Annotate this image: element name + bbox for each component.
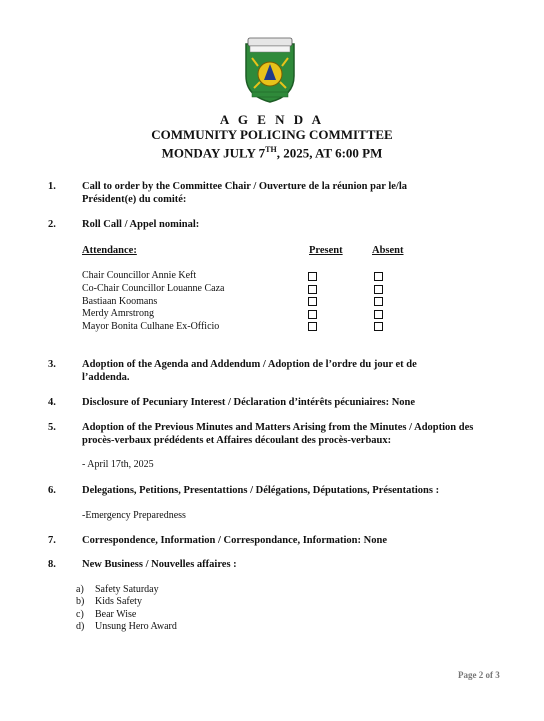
present-checkbox[interactable]: [308, 322, 317, 331]
item-roll-call: Roll Call / Appel nominal:: [82, 219, 200, 230]
item-number: 7.: [48, 535, 56, 546]
item-number: 6.: [48, 485, 56, 496]
list-item: Unsung Hero Award: [95, 621, 177, 632]
list-item: Kids Safety: [95, 596, 142, 607]
committee-name: COMMUNITY POLICING COMMITTEE: [151, 127, 393, 142]
item-number: 3.: [48, 359, 56, 370]
item-number: 8.: [48, 559, 56, 570]
item-number: 4.: [48, 397, 56, 408]
date-time: , 2025, AT 6:00 PM: [276, 145, 383, 161]
page-number: Page 2 of 3: [458, 670, 500, 680]
absent-checkbox[interactable]: [374, 297, 383, 306]
item-number: 5.: [48, 422, 56, 433]
item-number: 1.: [48, 181, 56, 192]
item-adoption-agenda: Adoption of the Agenda and Addendum / Adoption de l’ordre du jour et de l’addenda.: [82, 359, 417, 383]
list-marker: d): [76, 621, 85, 632]
attendance-heading: Attendance:: [82, 245, 137, 256]
absent-checkbox[interactable]: [374, 285, 383, 294]
absent-heading: Absent: [372, 245, 404, 256]
minutes-date: - April 17th, 2025: [82, 459, 154, 470]
present-checkbox[interactable]: [308, 272, 317, 281]
absent-checkbox[interactable]: [374, 272, 383, 281]
present-checkbox[interactable]: [308, 285, 317, 294]
item-pecuniary-interest: Disclosure of Pecuniary Interest / Déclaration d’intérêts pécuniaires: None: [82, 397, 416, 408]
meeting-date: [0, 142, 544, 160]
member-name: Bastiaan Koomans: [82, 296, 158, 307]
present-heading: Present: [309, 245, 343, 256]
absent-checkbox[interactable]: [374, 310, 383, 319]
municipal-crest-logo: [244, 36, 296, 104]
list-marker: c): [76, 609, 84, 620]
list-marker: b): [76, 596, 85, 607]
item-new-business: New Business / Nouvelles affaires :: [82, 559, 237, 570]
present-checkbox[interactable]: [308, 310, 317, 319]
list-marker: a): [76, 584, 84, 595]
item-number: 2.: [48, 219, 56, 230]
absent-checkbox[interactable]: [374, 322, 383, 331]
date-main: MONDAY JULY 7: [161, 145, 266, 161]
list-item: Bear Wise: [95, 609, 137, 620]
member-name: Merdy Amrstrong: [82, 308, 154, 319]
list-item: Safety Saturday: [95, 584, 159, 595]
member-name: Co-Chair Councillor Louanne Caza: [82, 283, 225, 294]
member-name: Mayor Bonita Culhane Ex-Officio: [82, 321, 220, 332]
present-checkbox[interactable]: [308, 297, 317, 306]
member-name: Chair Councillor Annie Keft: [82, 270, 197, 281]
item-delegations: Delegations, Petitions, Presentattions / Délégations, Députations, Présentations :: [82, 485, 440, 496]
agenda-title: A G E N D A: [219, 112, 325, 127]
delegation-entry: -Emergency Preparedness: [82, 510, 186, 521]
item-call-to-order: Call to order by the Committee Chair / Ouverture de la réunion par le/la Président(e) du comité:: [82, 181, 407, 205]
item-previous-minutes: Adoption of the Previous Minutes and Matters Arising from the Minutes / Adoption des procès-verbaux prédédents et Affaires découlant des procès-verbaux:: [82, 422, 474, 446]
date-suffix: TH: [265, 145, 277, 154]
item-correspondence: Correspondence, Information / Correspondance, Information: None: [82, 535, 387, 546]
